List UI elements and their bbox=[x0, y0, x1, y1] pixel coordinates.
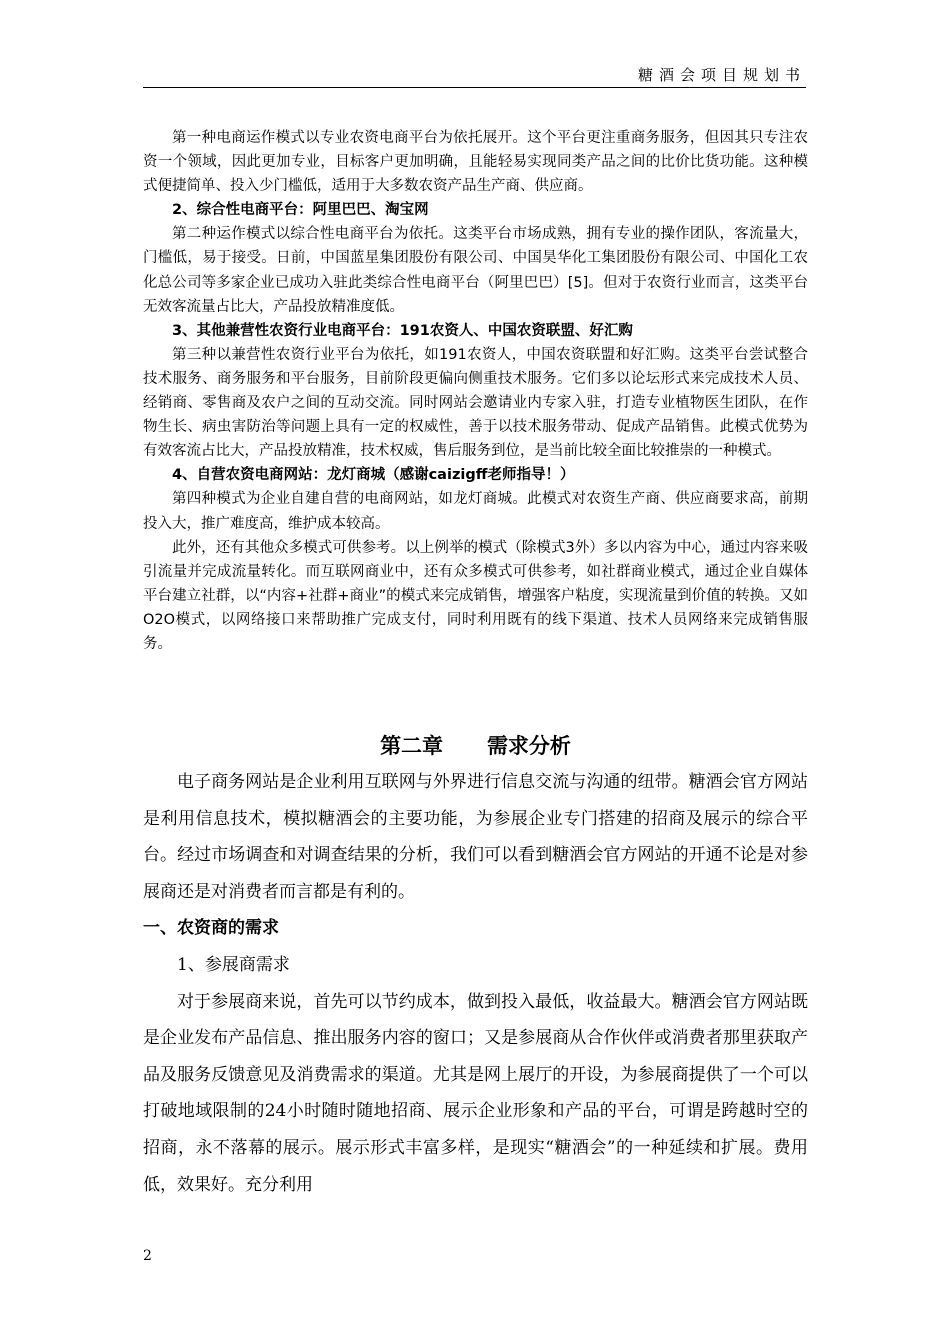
paragraph-mode-4: 第四种模式为企业自建自营的电商网站，如龙灯商城。此模式对农资生产商、供应商要求高，前期投入大，推广难度高，维护成本较高。 bbox=[143, 491, 808, 532]
page-number: 2 bbox=[143, 1248, 152, 1264]
section-heading: 一、农资商的需求 bbox=[143, 918, 279, 939]
subsection-heading: 1、参展商需求 bbox=[177, 954, 290, 975]
paragraph-mode-2: 第二种运作模式以综合性电商平台为依托。这类平台市场成熟，拥有专业的操作团队，客流量大，门槛低，易于接受。日前，中国蓝星集团股份有限公司、中国昊华化工集团股份有限公司、中国化工农化总公司等多家企业已成功入驻此类综合性电商平台（阿里巴巴）[5]。但对于农资行业而言，这类平台无效客流量占比大，产品投放精准度低。 bbox=[143, 226, 808, 315]
header-rule bbox=[143, 87, 806, 88]
heading-mode-4: 4、自营农资电商网站：龙灯商城（感谢caizigff老师指导！） bbox=[172, 467, 575, 484]
chapter-intro-paragraph: 电子商务网站是企业利用互联网与外界进行信息交流与沟通的纽带。糖酒会官方网站是利用信息技术，模拟糖酒会的主要功能，为参展企业专门搭建的招商及展示的综合平台。经过市场调查和对调查结果的分析，我们可以看到糖酒会官方网站的开通不论是对参展商还是对消费者而言都是有利的。 bbox=[143, 772, 808, 902]
chapter-title bbox=[143, 730, 808, 760]
paragraph-other-modes: 此外，还有其他众多模式可供参考。以上例举的模式（除模式3外）多以内容为中心，通过内容来吸引流量并完成流量转化。而互联网商业中，还有众多模式可供参考，如社群商业模式，通过企业自媒体平台建立社群，以“内容+社群+商业”的模式来完成销售，增强客户粘度，实现流量到价值的转换。又如O2O模式，以网络接口来帮助推广完成支付，同时利用既有的线下渠道、技术人员网络来完成销售服务。 bbox=[143, 539, 808, 652]
heading-mode-3: 3、其他兼营性农资行业电商平台：191农资人、中国农资联盟、好汇购 bbox=[172, 322, 633, 339]
paragraph-mode-1: 第一种电商运作模式以专业农资电商平台为依托展开。这个平台更注重商务服务，但因其只专注农资一个领域，因此更加专业，目标客户更加明确，且能轻易实现同类产品之间的比价比货功能。这种模式便捷简单、投入少门槛低，适用于大多数农资产品生产商、供应商。 bbox=[143, 130, 808, 195]
section-two-body bbox=[143, 764, 808, 1203]
section-one-body bbox=[143, 126, 808, 656]
chapter-number: 第二章 bbox=[380, 733, 444, 758]
heading-mode-2: 2、综合性电商平台：阿里巴巴、淘宝网 bbox=[172, 202, 429, 219]
exhibitor-needs-paragraph: 对于参展商来说，首先可以节约成本，做到投入最低，收益最大。糖酒会官方网站既是企业发布产品信息、推出服务内容的窗口；又是参展商从合作伙伴或消费者那里获取产品及服务反馈意见及消费需求的渠道。尤其是网上展厅的开设，为参展商提供了一个可以打破地域限制的24小时随时随地招商、展示企业形象和产品的平台，可谓是跨越时空的招商，永不落幕的展示。展示形式丰富多样，是现实“糖酒会”的一种延续和扩展。费用低，效果好。充分利用 bbox=[143, 991, 808, 1195]
running-header: 糖酒会项目规划书 bbox=[637, 66, 806, 84]
paragraph-mode-3: 第三种以兼营性农资行业平台为依托，如191农资人，中国农资联盟和好汇购。这类平台尝试整合技术服务、商务服务和平台服务，目前阶段更偏向侧重技术服务。它们多以论坛形式来完成技术人员、经销商、零售商及农户之间的互动交流。同时网站会邀请业内专家入驻，打造专业植物医生团队，在作物生长、病虫害防治等问题上具有一定的权威性，善于以技术服务带动、促成产品销售。此模式优势为有效客流占比大，产品投放精准，技术权威，售后服务到位，是当前比较全面比较推崇的一种模式。 bbox=[143, 346, 808, 460]
chapter-name: 需求分析 bbox=[486, 733, 571, 758]
